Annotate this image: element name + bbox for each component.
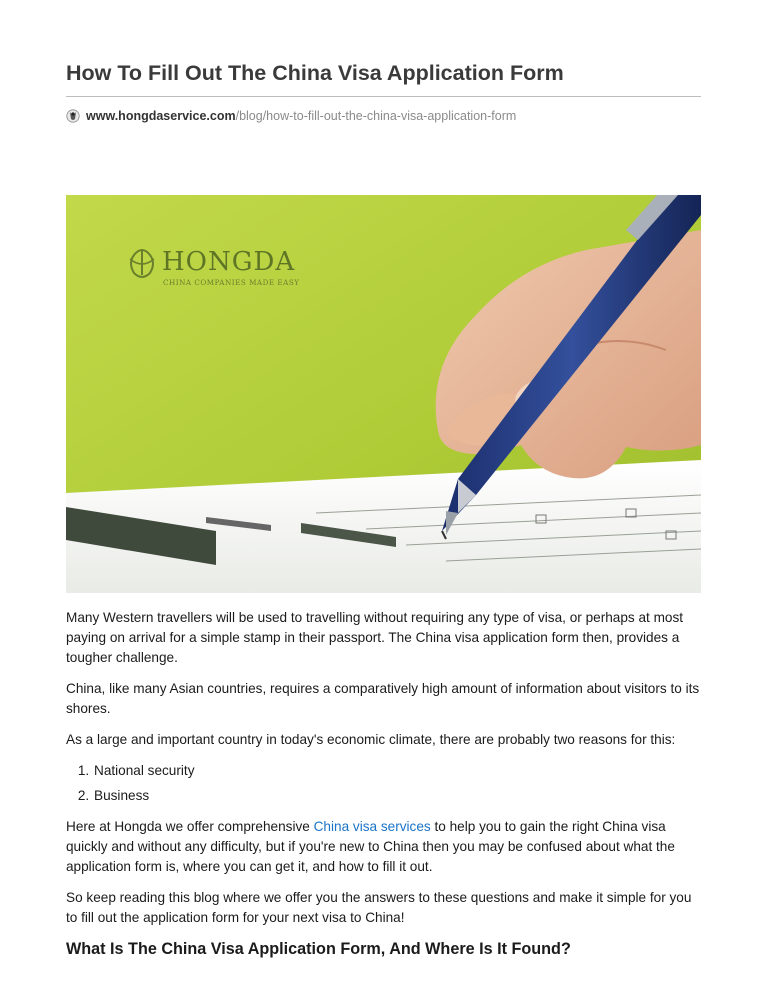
source-domain[interactable]: www.hongdaservice.com xyxy=(86,109,236,123)
section-heading: What Is The China Visa Application Form, And Where Is It Found? xyxy=(66,940,571,958)
paragraph-5: So keep reading this blog where we offer you the answers to these questions and make it simple for you to fill out the application form for your next visa to China! xyxy=(66,890,692,925)
list-item: 2. Business xyxy=(93,786,706,806)
hero-image xyxy=(66,195,701,593)
paragraph-4-text-end: to help you to gain the right China visa quickly and without any difficulty, but if you're new to China then you may be confused about what the application form is, where you can get it, and how to fill it out. xyxy=(66,819,675,874)
paragraph-2: China, like many Asian countries, requires a comparatively high amount of information about visitors to its shores. xyxy=(66,681,700,716)
list-item: 1. National security xyxy=(93,761,706,781)
paragraph-4-text-start: Here at Hongda we offer comprehensive xyxy=(66,819,314,834)
source-path[interactable]: /blog/how-to-fill-out-the-china-visa-application-form xyxy=(235,109,517,123)
china-visa-services-link[interactable]: China visa services xyxy=(313,819,431,834)
article-body xyxy=(66,608,706,959)
paragraph-1: Many Western travellers will be used to travelling without requiring any type of visa, or perhaps at most paying on arrival for a simple stamp in their passport. The China visa application form then, provides a tougher challenge. xyxy=(66,610,684,665)
hongda-logo-tagline: CHINA COMPANIES MADE EASY xyxy=(163,278,300,287)
reasons-list xyxy=(66,761,706,806)
document-title: How To Fill Out The China Visa Application Form xyxy=(66,61,564,85)
source-url[interactable] xyxy=(66,107,516,125)
paragraph-4 xyxy=(66,817,706,877)
paragraph-3: As a large and important country in today's economic climate, there are probably two reasons for this: xyxy=(66,732,676,747)
title-divider xyxy=(66,96,701,97)
hongda-logo-text: HONGDA xyxy=(162,247,296,277)
site-logo-icon xyxy=(66,109,80,123)
